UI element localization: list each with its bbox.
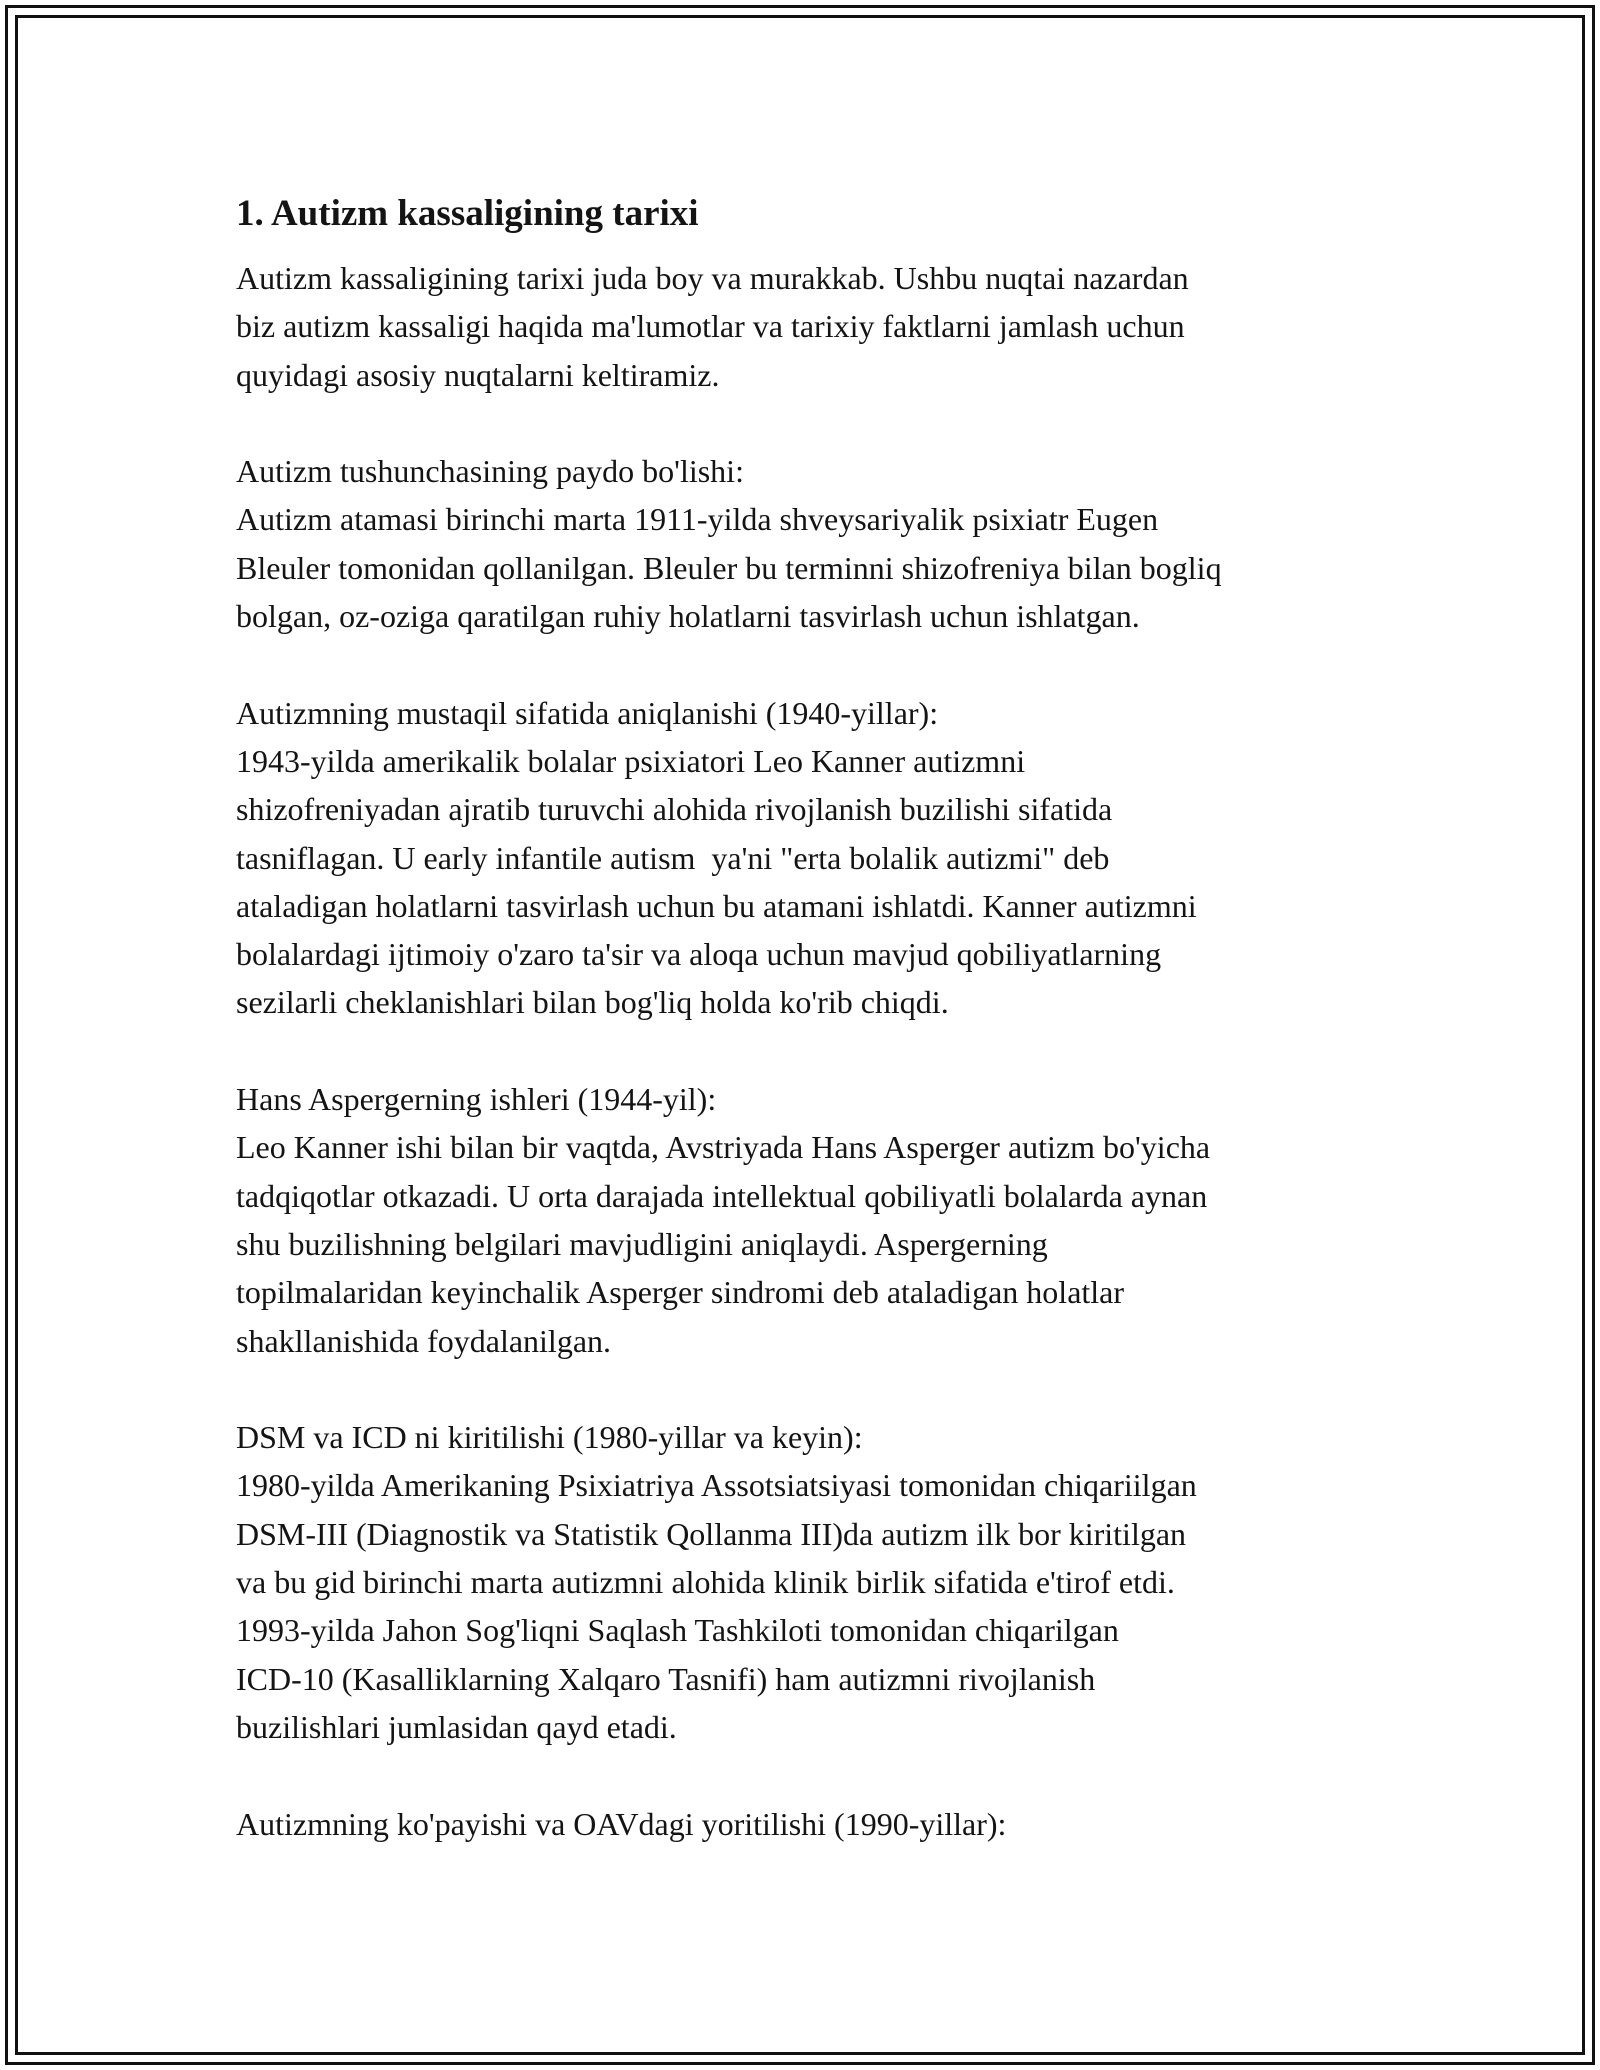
text-line: shizofreniyadan ajratib turuvchi alohida rivojlanish buzilishi sifatida bbox=[236, 791, 1113, 828]
text-line: topilmalaridan keyinchalik Asperger sindromi deb ataladigan holatlar bbox=[236, 1274, 1125, 1311]
blank-line bbox=[236, 640, 1436, 688]
body-text bbox=[236, 254, 1436, 1848]
text-line: Autizm tushunchasining paydo bo'lishi: bbox=[236, 453, 744, 490]
text-line: shakllanishida foydalanilgan. bbox=[236, 1322, 612, 1359]
blank-line bbox=[236, 399, 1436, 447]
text-line: Autizmning ko'payishi va OAVdagi yoritilishi (1990-yillar): bbox=[236, 1805, 1007, 1842]
text-line: tasniflagan. U early infantile autism ya'ni "erta bolalik autizmi" deb bbox=[236, 839, 1110, 876]
text-line: Autizm kassaligining tarixi juda boy va murakkab. Ushbu nuqtai nazardan bbox=[236, 260, 1189, 296]
text-line: 1980-yilda Amerikaning Psixiatriya Assotsiatsiyasi tomonidan chiqariilgan bbox=[236, 1467, 1197, 1504]
text-line: biz autizm kassaligi haqida ma'lumotlar va tarixiy faktlarni jamlash uchun bbox=[236, 308, 1185, 345]
blank-line bbox=[236, 1027, 1436, 1075]
text-line: Hans Aspergerning ishleri (1944-yil): bbox=[236, 1081, 717, 1118]
text-line: 1993-yilda Jahon Sog'liqni Saqlash Tashkiloti tomonidan chiqarilgan bbox=[236, 1612, 1119, 1649]
text-line: DSM va ICD ni kiritilishi (1980-yillar va keyin): bbox=[236, 1419, 863, 1456]
text-line: shu buzilishning belgilari mavjudligini aniqlaydi. Aspergerning bbox=[236, 1225, 1048, 1262]
text-line: ataladigan holatlarni tasvirlash uchun bu atamani ishlatdi. Kanner autizmni bbox=[236, 887, 1197, 924]
text-line: 1943-yilda amerikalik bolalar psixiatori Leo Kanner autizmni bbox=[236, 742, 1026, 779]
text-line: bolalardagi ijtimoiy o'zaro ta'sir va aloqa uchun mavjud qobiliyatlarning bbox=[236, 936, 1162, 973]
blank-line bbox=[236, 1751, 1436, 1799]
text-line: tadqiqotlar otkazadi. U orta darajada intellektual qobiliyatli bolalarda aynan bbox=[236, 1177, 1208, 1214]
text-line: Bleuler tomonidan qollanilgan. Bleuler bu terminni shizofreniya bilan bogliq bbox=[236, 549, 1222, 586]
document-body bbox=[236, 186, 1436, 1848]
section-heading: 1. Autizm kassaligining tarixi bbox=[236, 193, 699, 234]
text-line: ICD-10 (Kasalliklarning Xalqaro Tasnifi) ham autizmni rivojlanish bbox=[236, 1660, 1096, 1697]
text-line: buzilishlari jumlasidan qayd etadi. bbox=[236, 1708, 677, 1745]
text-line: bolgan, oz-oziga qaratilgan ruhiy holatlarni tasvirlash uchun ishlatgan. bbox=[236, 598, 1140, 635]
blank-line bbox=[236, 1365, 1436, 1413]
text-line: va bu gid birinchi marta autizmni alohida klinik birlik sifatida e'tirof etdi. bbox=[236, 1564, 1175, 1601]
text-line: Autizm atamasi birinchi marta 1911-yilda shveysariyalik psixiatr Eugen bbox=[236, 501, 1159, 538]
text-line: Leo Kanner ishi bilan bir vaqtda, Avstriyada Hans Asperger autizm bo'yicha bbox=[236, 1129, 1211, 1166]
text-line: Autizmning mustaqil sifatida aniqlanishi (1940-yillar): bbox=[236, 694, 939, 731]
text-line: DSM-III (Diagnostik va Statistik Qollanma III)da autizm ilk bor kiritilgan bbox=[236, 1515, 1187, 1552]
text-line: quyidagi asosiy nuqtalarni keltiramiz. bbox=[236, 356, 720, 393]
text-line: sezilarli cheklanishlari bilan bog'liq holda ko'rib chiqdi. bbox=[236, 984, 949, 1021]
